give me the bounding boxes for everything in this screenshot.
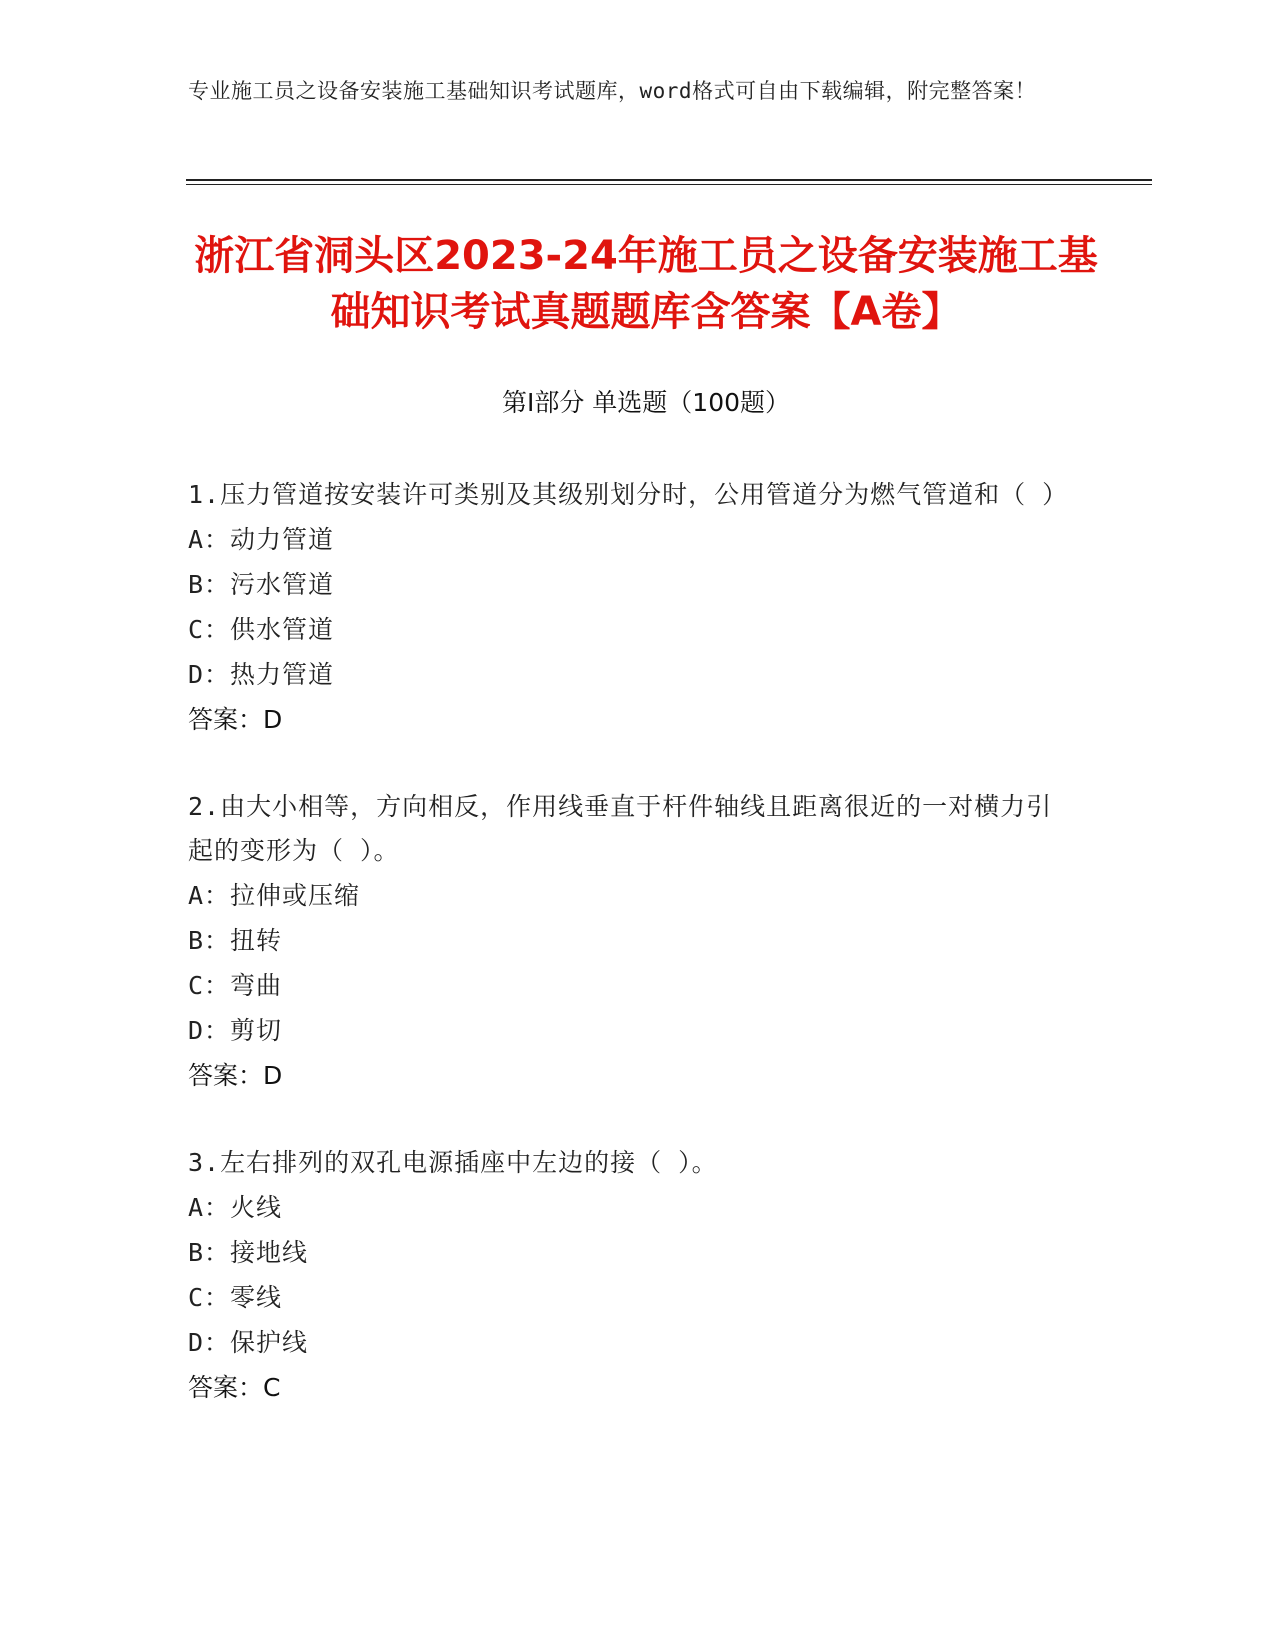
question-stem: 3.左右排列的双孔电源插座中左边的接（ ）。: [188, 1148, 718, 1177]
document-title: 浙江省洞头区2023-24年施工员之设备安装施工基础知识考试真题题库含答案【A卷】: [194, 233, 1098, 335]
answer-line: 答案：C: [188, 1373, 281, 1402]
header-note: 专业施工员之设备安装施工基础知识考试题库，word格式可自由下载编辑，附完整答案！: [188, 79, 1037, 103]
answer-line: 答案：D: [188, 705, 283, 734]
option-c: C：弯曲: [188, 971, 283, 1000]
option-b: B：扭转: [188, 926, 283, 955]
header-divider-thick: [186, 179, 1152, 181]
option-b: B：接地线: [188, 1238, 309, 1267]
option-a: A：拉伸或压缩: [188, 881, 361, 910]
section-heading: 第Ⅰ部分 单选题（100题）: [501, 388, 791, 417]
option-d: D：保护线: [188, 1328, 309, 1357]
option-d: D：热力管道: [188, 660, 335, 689]
question-list: [188, 473, 1068, 1453]
option-c: C：零线: [188, 1283, 283, 1312]
question-3: [188, 1141, 1068, 1411]
option-a: A：火线: [188, 1193, 283, 1222]
option-d: D：剪切: [188, 1016, 283, 1045]
question-stem: 2.由大小相等，方向相反，作用线垂直于杆件轴线且距离很近的一对横力引起的变形为（ ）。: [188, 792, 1053, 865]
answer-line: 答案：D: [188, 1061, 283, 1090]
question-1: [188, 473, 1068, 743]
question-stem: 1.压力管道按安装许可类别及其级别划分时，公用管道分为燃气管道和（ ）: [188, 480, 1069, 509]
option-b: B：污水管道: [188, 570, 335, 599]
question-2: [188, 785, 1068, 1099]
header-divider-thin: [186, 184, 1152, 185]
option-a: A：动力管道: [188, 525, 335, 554]
option-c: C：供水管道: [188, 615, 335, 644]
